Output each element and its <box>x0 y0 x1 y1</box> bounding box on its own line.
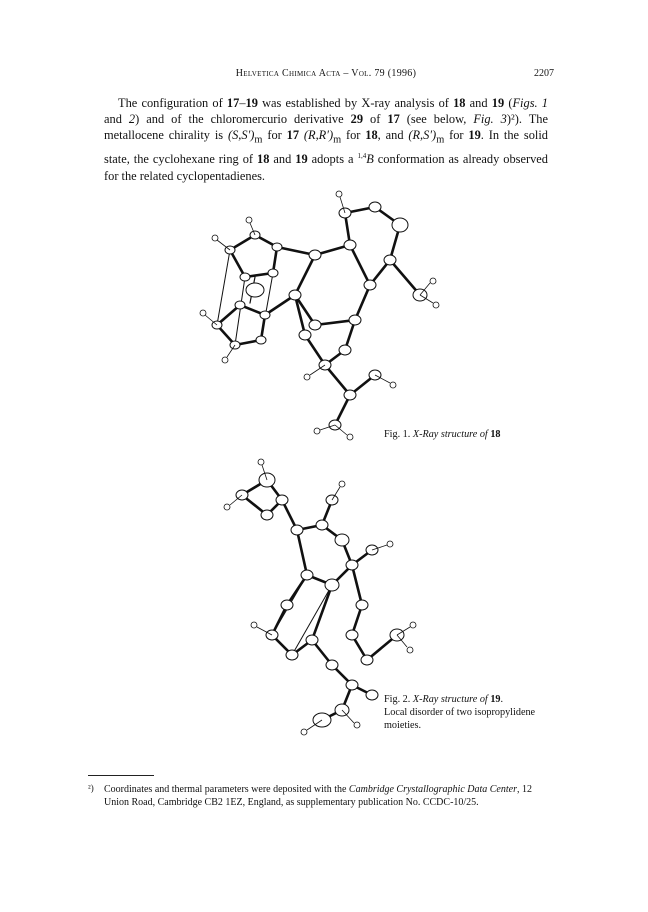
body-paragraph: The configuration of 17–19 was established by X-ray analysis of 18 and 19 (Figs. 1 and 2) and of the chloromercurio derivative 29 of 17 (see below, Fig. 3)²). The metallocene chirality is $(S,S')_m$ for 17 $(R,R')_m$ for 18, and $(R,S')_m$ for 19. In the solid state, the cyclohexane ring of 18 and 19 adopts a $^{1,4}$B conformation as already observed for the related cyclopentadienes. <box>104 96 548 183</box>
journal-title: Helvetica Chimica Acta – Vol. 79 (1996) <box>235 68 417 79</box>
page-number: 2207 <box>534 68 554 79</box>
footnote-marker: ²) <box>88 783 94 793</box>
figure-1-caption: Fig. 1. X-Ray structure of 18 <box>384 429 501 440</box>
footnote <box>88 783 556 809</box>
footnote-text: Coordinates and thermal parameters were deposited with the Cambridge Crystallographic Data Center, 12 Union Road, Cambridge CB2 1EZ, England, as supplementary publication No. CCDC-10/25. <box>104 784 532 808</box>
figure-1-structure <box>195 185 455 445</box>
figure-2-caption: Fig. 2. X-Ray structure of 19. Local disorder of two isopropylidene moieties. <box>384 694 536 731</box>
figure-1-svg <box>195 185 455 445</box>
footnote-rule <box>88 775 154 776</box>
